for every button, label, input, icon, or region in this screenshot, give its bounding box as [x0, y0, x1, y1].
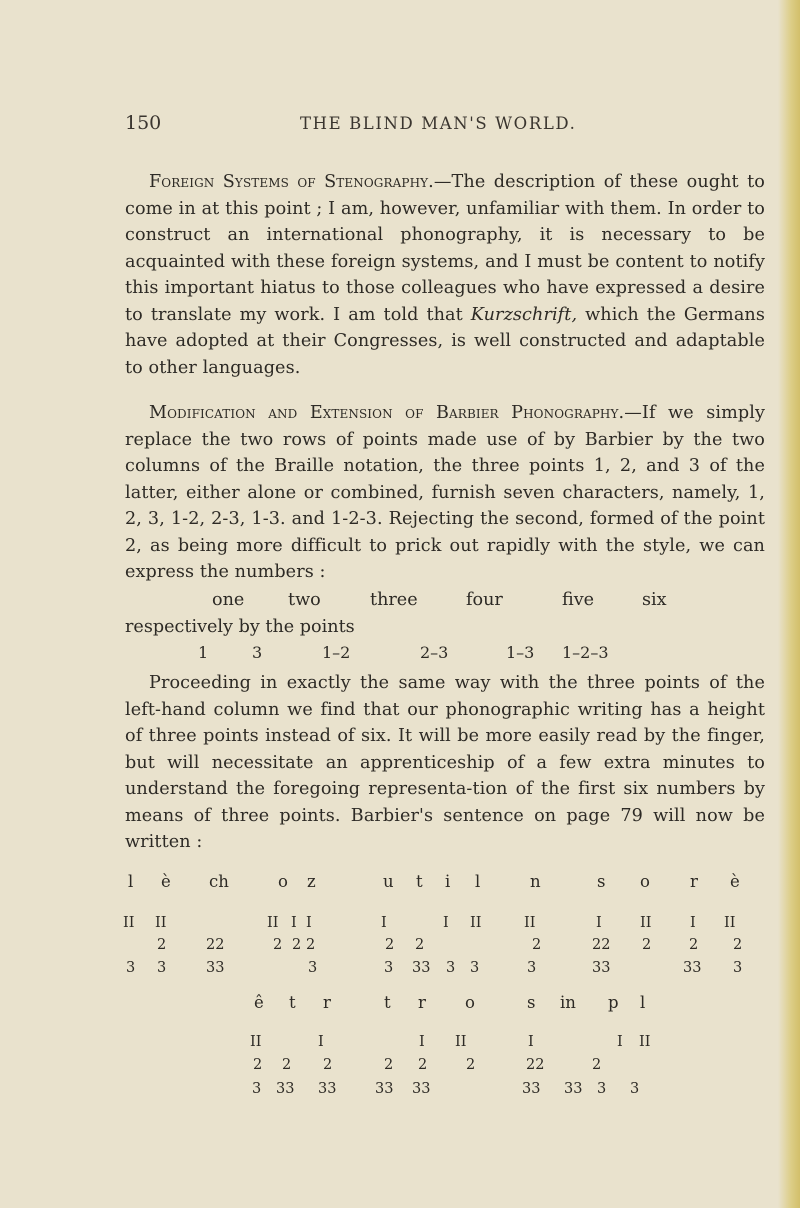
dot-cell: 2	[282, 1057, 292, 1073]
point-four: 2–3	[420, 643, 449, 662]
letter: ê	[254, 993, 264, 1012]
dot-cell: 2	[592, 1057, 602, 1073]
dot-cell: I	[690, 915, 696, 931]
dot-cell: 3	[527, 960, 537, 976]
dot-cell: II	[639, 1034, 651, 1050]
dot-cell: 3	[446, 960, 456, 976]
word-two: two	[288, 590, 321, 610]
letter: è	[730, 872, 740, 891]
dot-cell: 3	[252, 1081, 262, 1097]
dot-cell: II	[640, 915, 652, 931]
dot-cell: 2	[415, 937, 425, 953]
dot-cell: 2	[323, 1057, 333, 1073]
dot-cell: 3	[597, 1081, 607, 1097]
word-four: four	[466, 590, 503, 610]
paragraph-body: If we simply replace the two rows of points made use of by Barbier by the two columns of the Braille notation, the three points 1, 2, and 3 of the latter, either alone or combined, furnish seven characters, namely, 1, 2, 3, 1-2, 2-3, 1-3. and 1-2-3. Rejecting the second, formed of the point 2, as being more difficult to prick out rapidly with the style, we can express the numbers :	[125, 403, 765, 582]
dot-cell: I	[596, 915, 602, 931]
dot-cell: II	[455, 1034, 467, 1050]
dot-cell: 33	[318, 1081, 337, 1097]
dot-cell: II	[470, 915, 482, 931]
dot-cell: II	[250, 1034, 262, 1050]
letter: u	[383, 872, 394, 891]
dot-cell: 2	[253, 1057, 263, 1073]
letter: l	[640, 993, 646, 1012]
dot-cell: 2	[418, 1057, 428, 1073]
dot-cell: 3	[630, 1081, 640, 1097]
dot-cell: 22	[206, 937, 225, 953]
point-five: 1–3	[506, 643, 535, 662]
dot-cell: I	[443, 915, 449, 931]
dot-cell: 33	[412, 1081, 431, 1097]
word-one: one	[212, 590, 245, 610]
letter: o	[640, 872, 650, 891]
dot-cell: 3	[308, 960, 318, 976]
point-two: 3	[252, 643, 263, 662]
letter: t	[416, 872, 423, 891]
word-three: three	[370, 590, 418, 610]
paragraph-proceeding: Proceeding in exactly the same way with the three points of the left-hand column we find that our phonographic writing has a height of three points instead of six. It will be more easily read by the finger, but will necessitate an apprenticeship of a few extra minutes to understand the foregoing representa-tion of the first six numbers by means of three points. Barbier's sentence on page 79 will now be written :	[125, 673, 765, 852]
letter: p	[608, 993, 619, 1012]
dot-cell: I	[419, 1034, 425, 1050]
letter: z	[307, 872, 316, 891]
letter: r	[418, 993, 426, 1012]
letter: in	[560, 993, 576, 1012]
dot-cell: I	[381, 915, 387, 931]
word-six: six	[642, 590, 667, 610]
dot-cell: II	[155, 915, 167, 931]
letter: l	[128, 872, 134, 891]
dot-cell: 3	[384, 960, 394, 976]
letter: n	[530, 872, 541, 891]
letter: ch	[209, 872, 229, 891]
dot-cell: 2	[157, 937, 167, 953]
dot-cell: 3	[157, 960, 167, 976]
dot-cell: 33	[683, 960, 702, 976]
running-title: THE BLIND MAN'S WORLD.	[300, 114, 577, 133]
dot-cell: 2	[384, 1057, 394, 1073]
dot-cell: I	[617, 1034, 623, 1050]
letter: l	[475, 872, 481, 891]
point-three: 1–2	[322, 643, 351, 662]
word-five: five	[562, 590, 595, 610]
section-heading: Modification and Extension of Barbier Phonography.	[149, 403, 625, 423]
dot-cell: 2	[689, 937, 699, 953]
dot-cell: 2	[466, 1057, 476, 1073]
dot-cell: 33	[276, 1081, 295, 1097]
heading-dash: —	[433, 172, 452, 192]
dot-cell: 22	[526, 1057, 545, 1073]
dot-cell: 2	[306, 937, 316, 953]
dot-cell: 2	[385, 937, 395, 953]
paragraph-modification	[125, 400, 765, 586]
dot-cell: 33	[206, 960, 225, 976]
dot-cell: 2	[733, 937, 743, 953]
letter: i	[445, 872, 451, 891]
dot-cell: 2	[532, 937, 542, 953]
dot-cell: 33	[412, 960, 431, 976]
dot-cell: 2	[292, 937, 302, 953]
point-six: 1–2–3	[562, 643, 609, 662]
dot-cell: 22	[592, 937, 611, 953]
page-header	[125, 112, 745, 142]
italic-term: Kurzschrift,	[470, 304, 578, 325]
dot-cell: I	[291, 915, 297, 931]
braille-table-2	[0, 993, 800, 1103]
dot-cell: 2	[642, 937, 652, 953]
dot-cell: II	[524, 915, 536, 931]
dot-cell: 2	[273, 937, 283, 953]
letter: r	[690, 872, 698, 891]
letter: s	[597, 872, 606, 891]
paragraph-body: The description of these ought to come in at this point ; I am, however, unfamiliar with them. In order to construct an international phonography, it is necessary to be acquainted with these foreign systems, and I must be content to notify this important hiatus to those colleagues who have expressed a desire to translate my work. I am told that	[125, 172, 765, 325]
dot-cell: I	[318, 1034, 324, 1050]
paragraph-foreign-systems	[125, 169, 765, 381]
dot-cell: 33	[564, 1081, 583, 1097]
letter: o	[465, 993, 475, 1012]
dot-cell: II	[724, 915, 736, 931]
section-heading: Foreign Systems of Stenography.	[149, 172, 434, 192]
dot-cell: I	[306, 915, 312, 931]
dot-cell: 3	[733, 960, 743, 976]
dot-cell: 3	[126, 960, 136, 976]
dot-cell: 33	[592, 960, 611, 976]
letter: o	[278, 872, 288, 891]
braille-table-1	[0, 872, 800, 982]
letter: r	[323, 993, 331, 1012]
heading-dash: —	[624, 403, 642, 423]
paragraph-body-end: which the Germans have adopted at their Congresses, is well constructed and adaptable to other languages.	[125, 304, 765, 378]
dot-cell: 3	[470, 960, 480, 976]
dot-cell: II	[123, 915, 135, 931]
dot-cell: 33	[522, 1081, 541, 1097]
letter: s	[527, 993, 536, 1012]
respectively-line: respectively by the points	[125, 617, 355, 637]
dot-cell: 33	[375, 1081, 394, 1097]
point-one: 1	[198, 643, 209, 662]
dot-cell: I	[528, 1034, 534, 1050]
letter: t	[289, 993, 296, 1012]
letter: t	[384, 993, 391, 1012]
page-number: 150	[125, 112, 162, 134]
dot-cell: II	[267, 915, 279, 931]
letter: è	[161, 872, 171, 891]
